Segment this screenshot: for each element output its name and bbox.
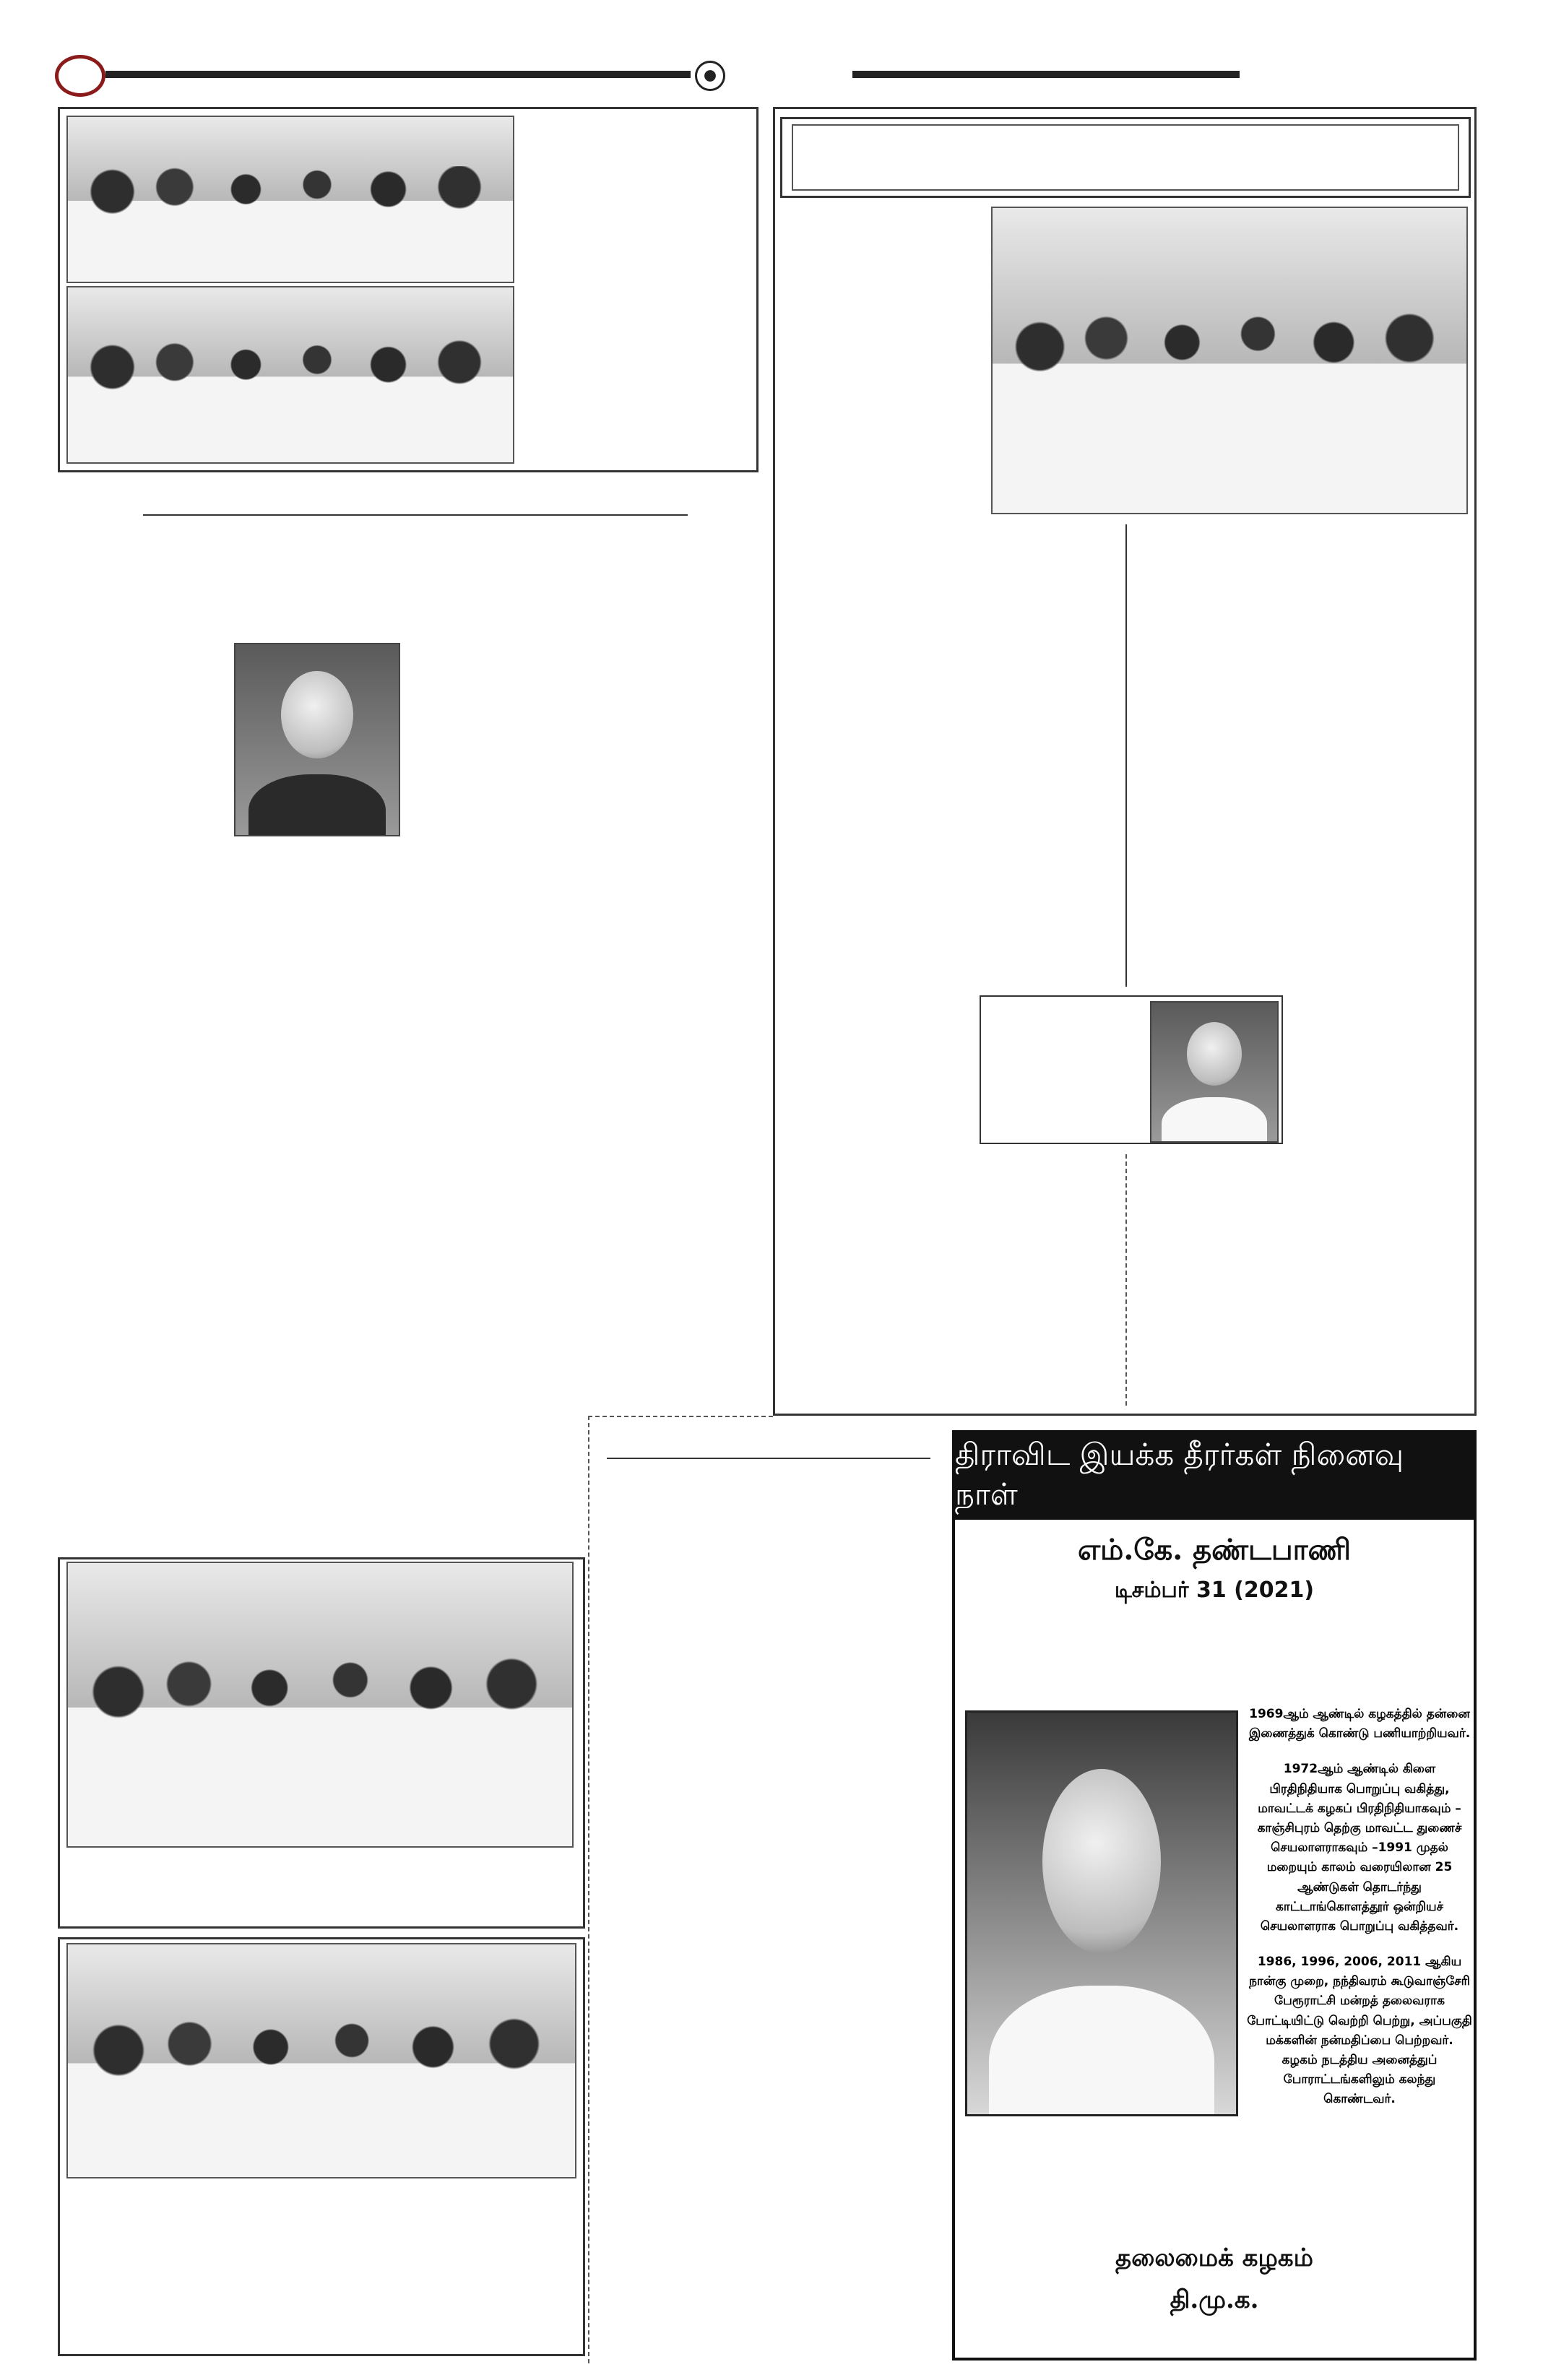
photo-party-members-handing-papers [66,116,514,283]
memorial-footer-line2: தி.மு.க. [1170,2285,1259,2314]
headline-frame-inner [792,124,1459,191]
photo-ribbon-cutting [991,207,1468,514]
memorial-notice [952,1430,1477,2360]
photo-brass-lamps-display [66,1562,574,1848]
photo-office-meeting [66,286,514,464]
header-rule-left [105,71,691,78]
memorial-name: எம்.கே. தண்டபாணி [1077,1533,1352,1567]
memorial-bio-paragraph-1: 1969ஆம் ஆண்டில் கழகத்தில் தன்னை இணைத்துக் கொண்டு பணியாற்றியவர். [1248,1707,1471,1741]
photo-portrait-man-glasses [1150,1001,1279,1143]
memorial-bio-paragraph-3: 1986, 1996, 2006, 2011 ஆகிய நான்கு முறை, நந்திவரம் கூடுவாஞ்சேரி பேரூராட்சி மன்றத் தலைவராக போட்டியிட்டு வெற்றி பெற்று, அப்பகுதி மக்களின் நன்மதிப்பை பெற்றவர். கழகம் நடத்திய அனைத்துப் போராட்டங்களிலும் கலந்து கொண்டவர். [1247,1955,1472,2107]
memorial-banner [955,1433,1474,1520]
memorial-footer-line1: தலைமைக் கழகம் [1115,2243,1313,2272]
memorial-date: டிசம்பர் 31 (2021) [1114,1578,1315,1603]
memorial-bio-paragraph-2: 1972ஆம் ஆண்டில் கிளை பிரதிநிதியாக பொறுப்பு வகித்து, மாவட்டக் கழகப் பிரதிநிதியாகவும் – காஞ்சிபுரம் தெற்கு மாவட்ட துணைச் செயலாளராகவும் –1991 முதல் மறையும் காலம் வரையிலான 25 ஆண்டுகள் தொடர்ந்து காட்டாங்கொளத்தூர் ஒன்றியச் செயலாளராக பொறுப்பு வகித்தவர். [1257,1762,1462,1934]
photo-portrait-elderly-man [234,643,400,836]
divider-left-upper [143,514,688,516]
photo-memorial-portrait [965,1710,1238,2116]
header-rule-right [852,71,1240,78]
memorial-bio [1247,1705,1472,2126]
column-rule-right-dashed [1125,1154,1127,1406]
page-marker-circle [55,55,105,97]
divider-lower-middle [607,1458,930,1459]
photo-women-seated-meeting [66,1943,576,2178]
party-emblem-icon [695,61,725,91]
dashed-frame-top [588,1416,773,1417]
dashed-frame-side [588,1416,589,2363]
memorial-banner-text: திராவிட இயக்க தீரர்கள் நினைவு நாள் [955,1437,1404,1512]
column-rule-right-upper [1125,524,1127,987]
